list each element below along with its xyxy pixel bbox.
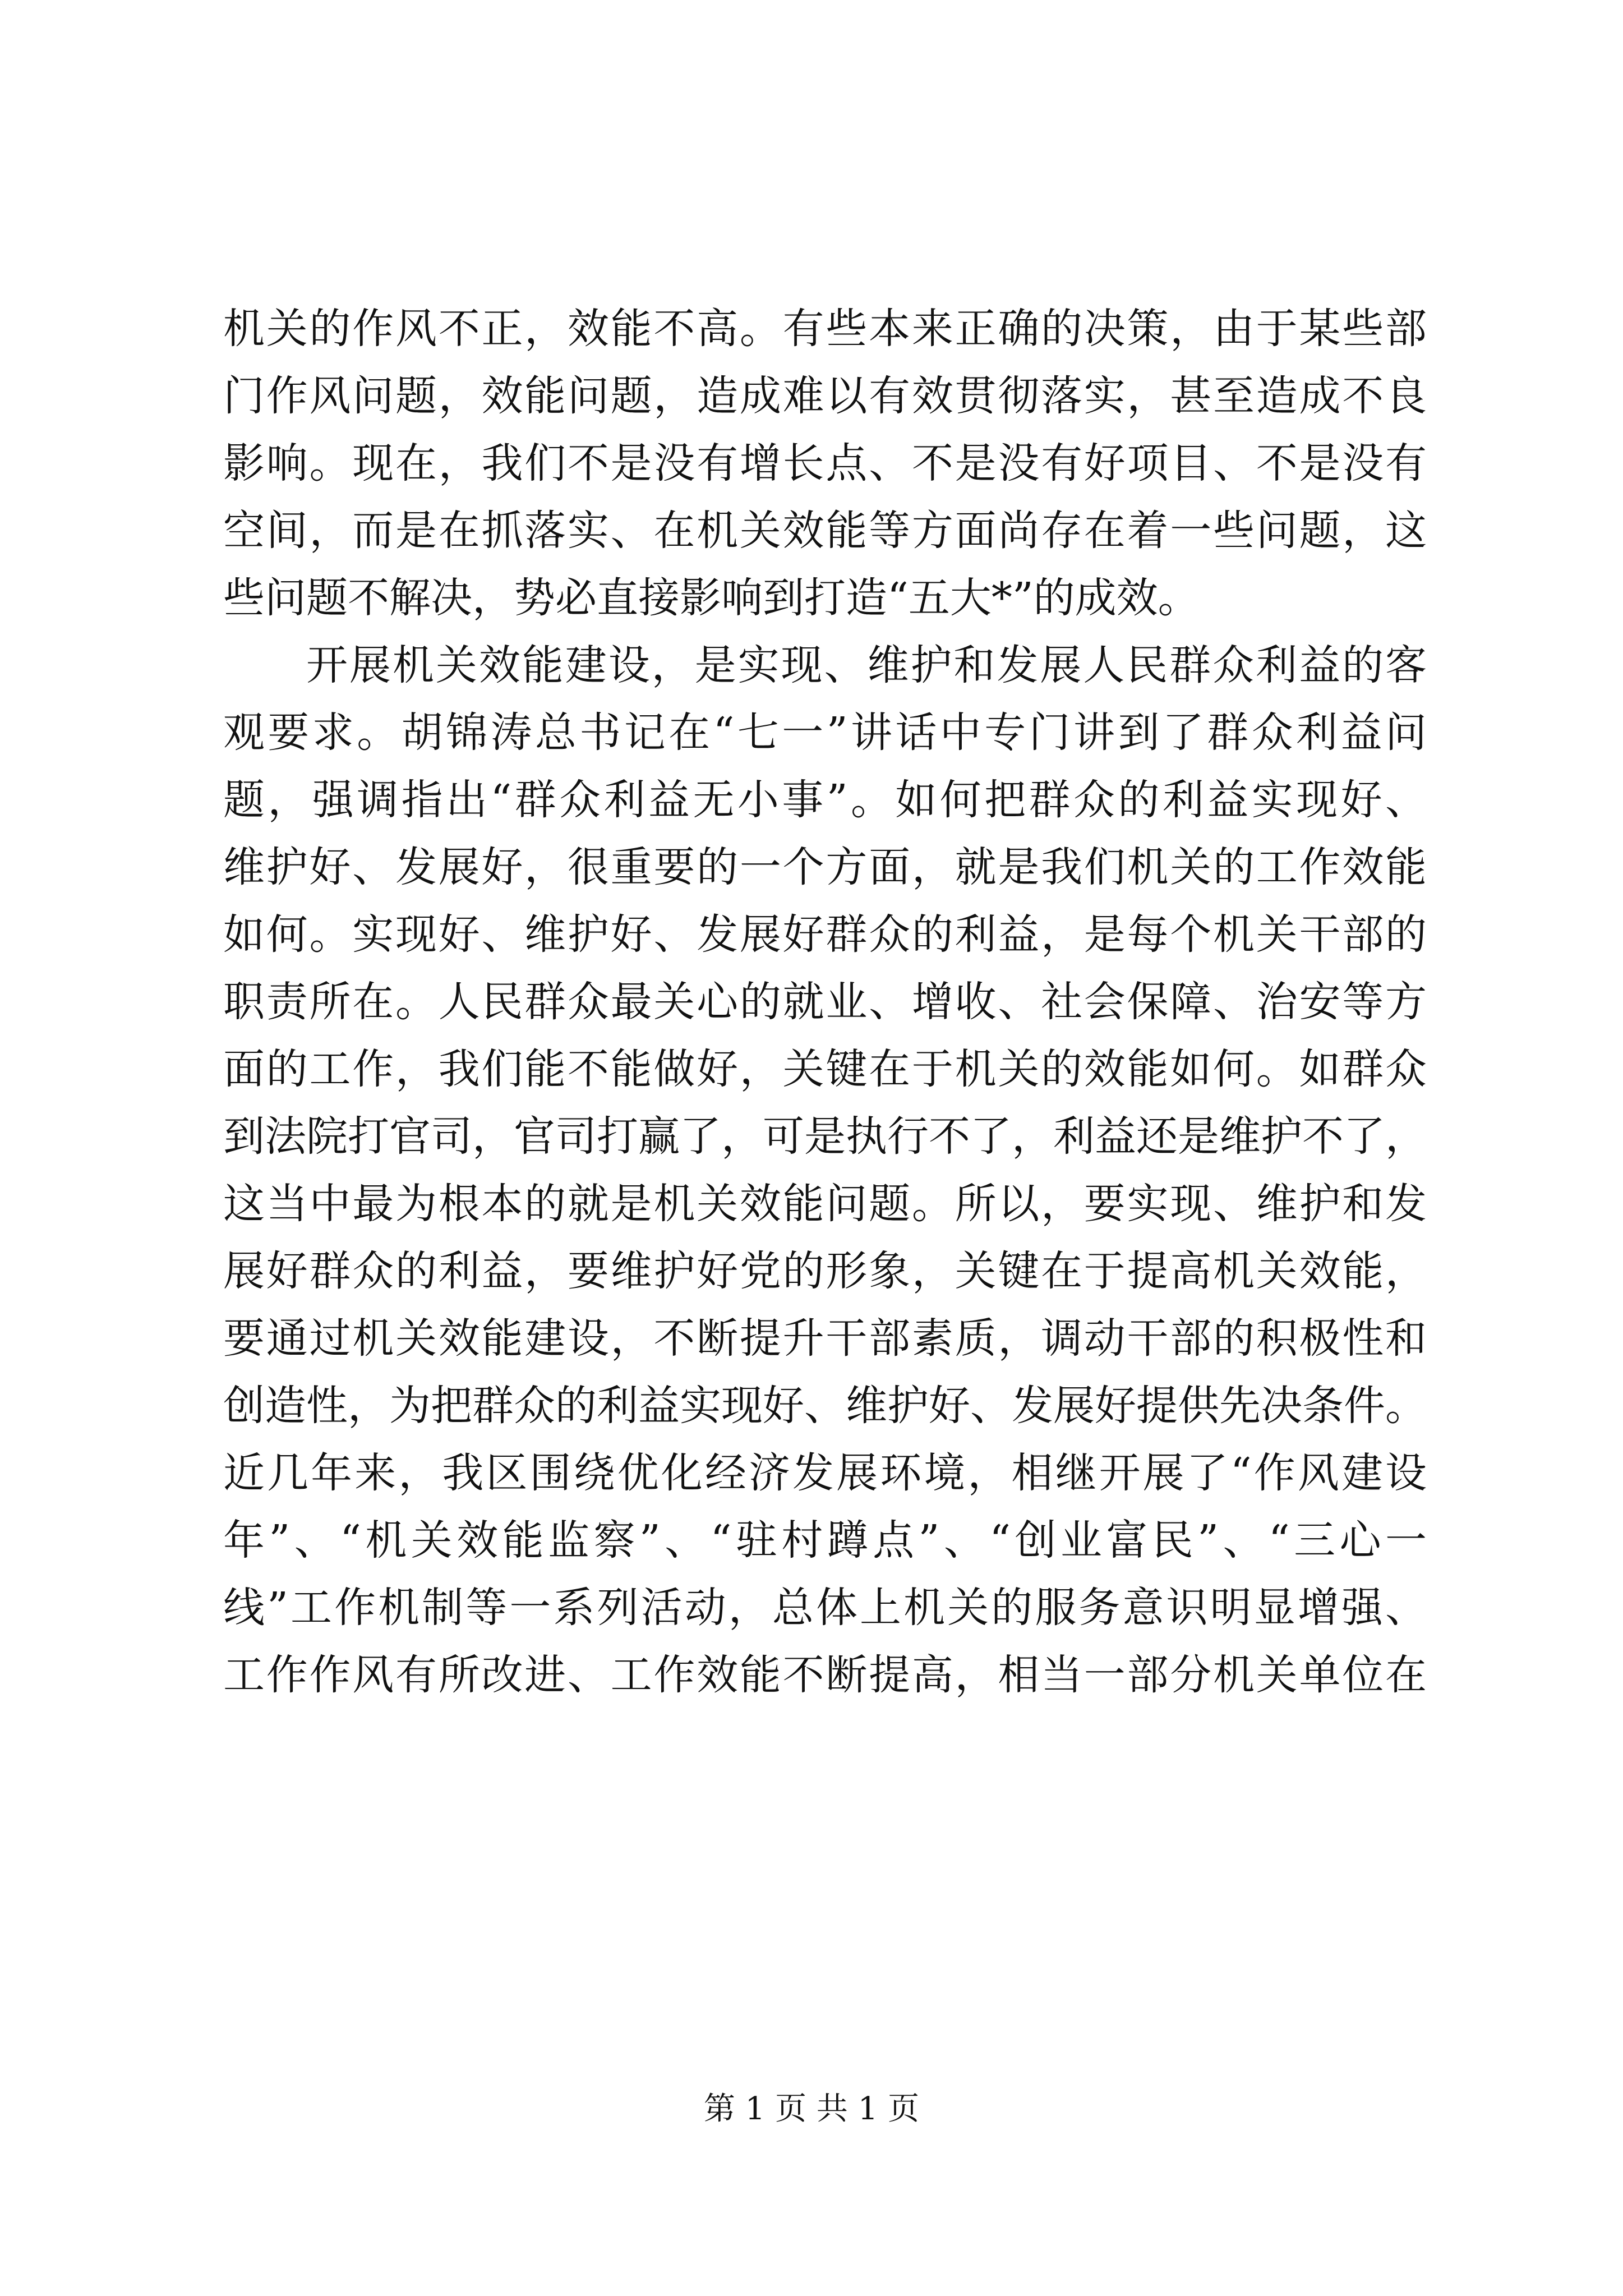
text-line: 空间，而是在抓落实、在机关效能等方面尚存在着一些问题，这 [223,507,1427,555]
text-line: 维护好、发展好，很重要的一个方面，就是我们机关的工作效能 [223,843,1427,891]
text-line: 面的工作，我们能不能做好，关键在于机关的效能如何。如群众 [223,1045,1427,1093]
page-number-footer: 第 1 页 共 1 页 [703,2091,920,2127]
text-line: 近几年来，我区围绕优化经济发展环境，相继开展了“作风建设 [223,1449,1427,1497]
text-line: 些问题不解决，势必直接影响到打造“五大*”的成效。 [223,574,1200,622]
text-line: 如何。实现好、维护好、发展好群众的利益，是每个机关干部的 [223,910,1427,959]
text-line: 创造性，为把群众的利益实现好、维护好、发展好提供先决条件。 [223,1382,1427,1430]
document-body [223,295,1427,1709]
text-line: 工作作风有所改进、工作效能不断提高，相当一部分机关单位在 [223,1651,1427,1699]
text-line: 要通过机关效能建设，不断提升干部素质，调动干部的积极性和 [223,1314,1427,1363]
text-line: 展好群众的利益，要维护好党的形象，关键在于提高机关效能， [223,1247,1427,1295]
paragraph-first-line: 开展机关效能建设，是实现、维护和发展人民群众利益的客 [306,641,1427,689]
text-line: 影响。现在，我们不是没有增长点、不是没有好项目、不是没有 [223,439,1427,487]
text-line: 到法院打官司，官司打赢了，可是执行不了，利益还是维护不了， [223,1112,1427,1161]
text-line: 门作风问题，效能问题，造成难以有效贯彻落实，甚至造成不良 [223,372,1427,420]
text-line: 这当中最为根本的就是机关效能问题。所以，要实现、维护和发 [223,1180,1427,1228]
text-line: 职责所在。人民群众最关心的就业、增收、社会保障、治安等方 [223,978,1427,1026]
text-line: 年”、“机关效能监察”、“驻村蹲点”、“创业富民”、“三心一 [223,1516,1427,1565]
text-line: 观要求。胡锦涛总书记在“七一”讲话中专门讲到了群众利益问 [223,708,1427,757]
text-line: 机关的作风不正，效能不高。有些本来正确的决策，由于某些部 [223,305,1427,353]
text-line: 题，强调指出“群众利益无小事”。如何把群众的利益实现好、 [223,776,1427,824]
text-line: 线”工作机制等一系列活动，总体上机关的服务意识明显增强、 [223,1584,1427,1632]
